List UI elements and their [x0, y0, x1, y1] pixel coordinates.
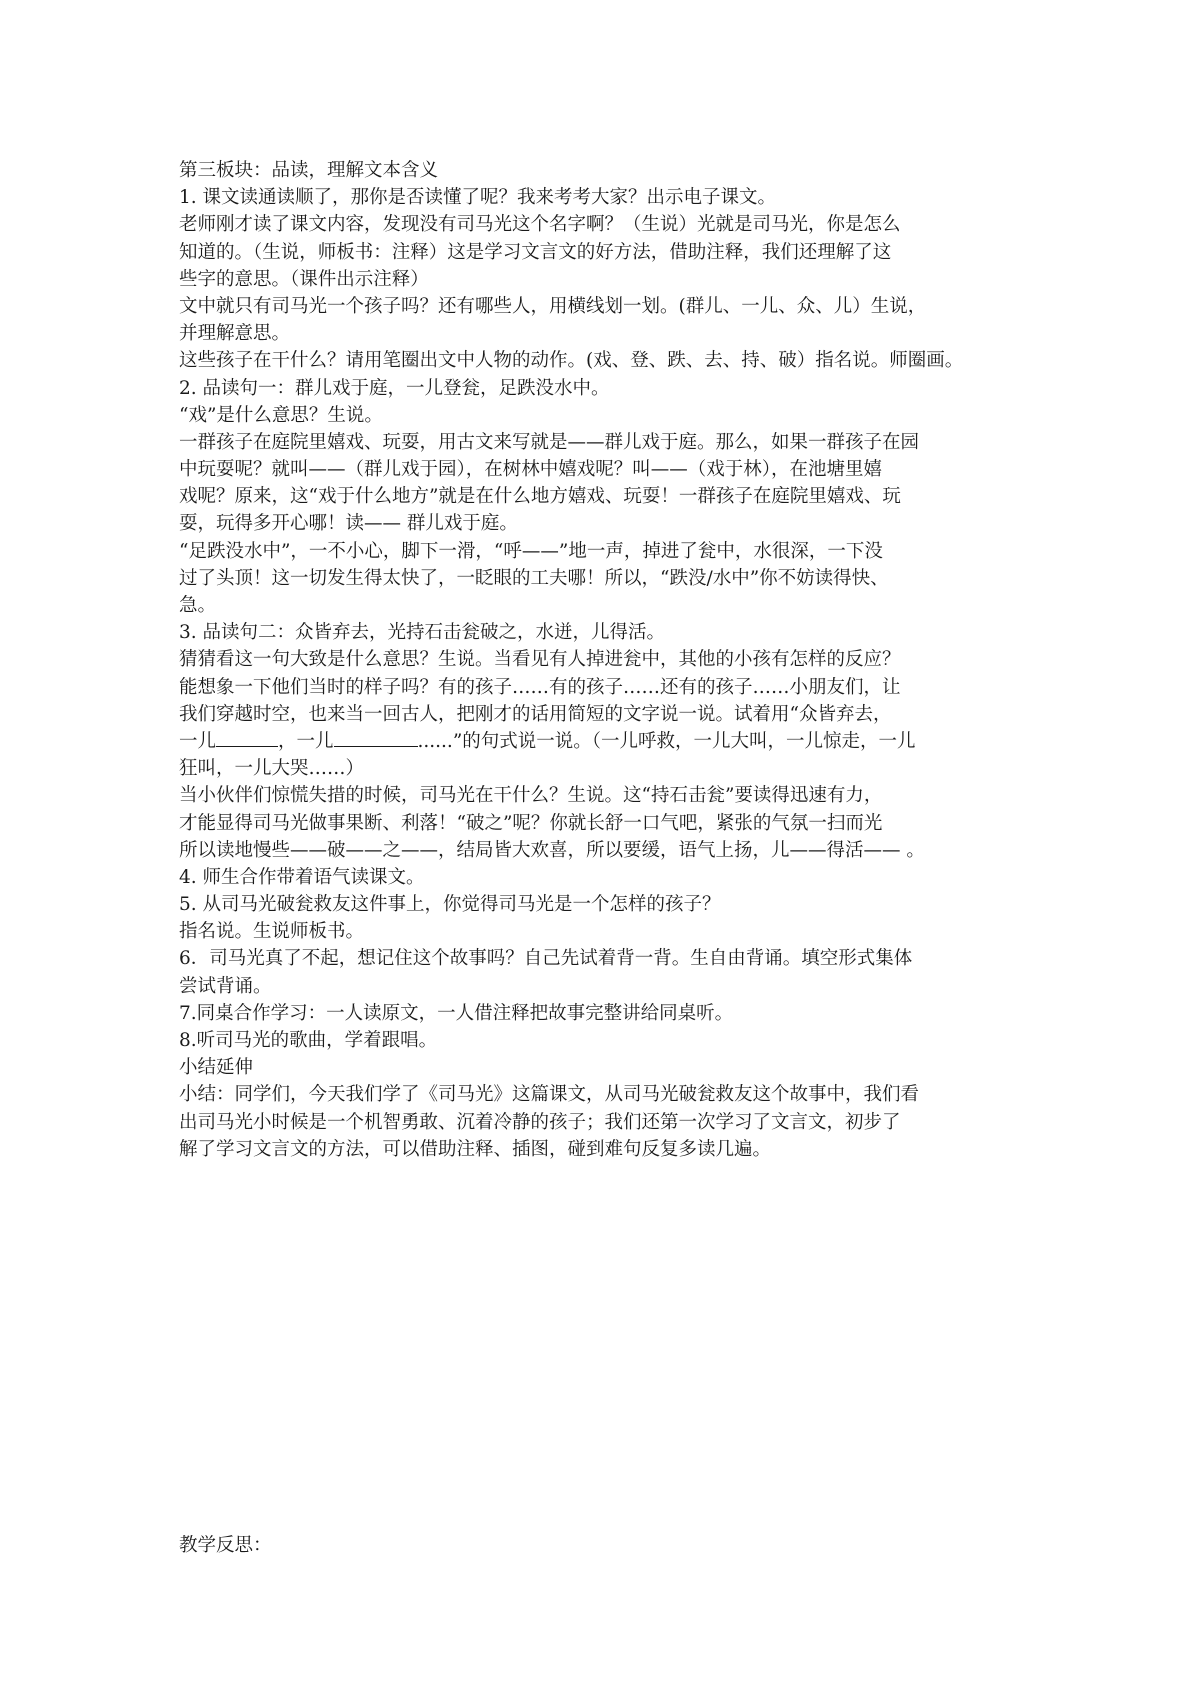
- paragraph-line: 知道的。（生说，师板书：注释）这是学习文言文的好方法，借助注释，我们还理解了这: [179, 241, 892, 263]
- paragraph-line: 中玩耍呢？就叫——（群儿戏于园），在树林中嬉戏呢？叫——（戏于林），在池塘里嬉: [179, 459, 883, 481]
- fill-text-part2: ，一儿: [278, 730, 334, 752]
- teaching-reflection-label: 教学反思：: [179, 1535, 272, 1556]
- summary-line: 出司马光小时候是一个机智勇敢、沉着冷静的孩子；我们还第一次学习了文言文，初步了: [179, 1111, 901, 1133]
- paragraph-line: 这些孩子在干什么？请用笔圈出文中人物的动作。(戏、登、跌、去、持、破）指名说。师圈画。: [179, 350, 964, 372]
- summary-line: 小结：同学们，今天我们学了《司马光》这篇课文，从司马光破瓮救友这个故事中，我们看: [179, 1084, 920, 1106]
- subsection-heading: 小结延伸: [179, 1057, 254, 1079]
- paragraph-line: 些字的意思。（课件出示注释）: [179, 268, 429, 290]
- paragraph-line: 2. 品读句一：群儿戏于庭，一儿登瓮，足跌没水中。: [179, 377, 610, 399]
- section-heading: 第三板块：品读，理解文本含义: [179, 160, 439, 181]
- paragraph-line: 能想象一下他们当时的样子吗？有的孩子……有的孩子……还有的孩子……小朋友们，让: [179, 676, 901, 698]
- paragraph-line: 3. 品读句二：众皆弃去，光持石击瓮破之，水迸，儿得活。: [179, 622, 666, 644]
- summary-line: 解了学习文言文的方法，可以借助注释、插图，碰到难句反复多读几遍。: [179, 1138, 772, 1160]
- paragraph-line: 所以读地慢些——破——之——，结局皆大欢喜，所以要缓，语气上扬，儿——得活—— 。: [179, 839, 925, 861]
- paragraph-line: 才能显得司马光做事果断、利落！“破之”呢？你就长舒一口气吧，紧张的气氛一扫而光: [179, 812, 883, 834]
- paragraph-line: 狂叫，一儿大哭……）: [179, 758, 365, 780]
- paragraph-line: 过了头顶！这一切发生得太快了，一眨眼的工夫哪！所以，“跌没/水中”你不妨读得快、: [179, 567, 889, 589]
- paragraph-line: 指名说。生说师板书。: [179, 921, 365, 943]
- paragraph-line: 文中就只有司马光一个孩子吗？还有哪些人，用横线划一划。(群儿、一儿、众、儿）生说，: [179, 295, 927, 317]
- paragraph-line: 6．司马光真了不起，想记住这个故事吗？自己先试着背一背。生自由背诵。填空形式集体: [179, 948, 913, 970]
- paragraph-line: 急。: [179, 595, 217, 616]
- fill-in-sentence-line: [179, 728, 1029, 755]
- paragraph-line: 耍，玩得多开心哪！读—— 群儿戏于庭。: [179, 513, 518, 535]
- document-body: [179, 157, 1029, 1163]
- paragraph-line: 4. 师生合作带着语气读课文。: [179, 866, 425, 888]
- paragraph-line: 7.同桌合作学习：一人读原文，一人借注释把故事完整讲给同桌听。: [179, 1002, 734, 1024]
- paragraph-line: 戏呢？原来，这“戏于什么地方”就是在什么地方嬉戏、玩耍！一群孩子在庭院里嬉戏、玩: [179, 486, 901, 508]
- paragraph-line: “戏”是什么意思？生说。: [179, 404, 383, 426]
- paragraph-line: 1. 课文读通读顺了，那你是否读懂了呢？我来考考大家？出示电子课文。: [179, 187, 777, 209]
- paragraph-line: 5. 从司马光破瓮救友这件事上，你觉得司马光是一个怎样的孩子？: [179, 894, 721, 916]
- fill-blank-1: [216, 728, 278, 747]
- paragraph-line: “足跌没水中”，一不小心，脚下一滑，“呼——”地一声，掉进了瓮中，水很深，一下没: [179, 540, 883, 562]
- paragraph-line: 当小伙伴们惊慌失措的时候，司马光在干什么？生说。这“持石击瓮”要读得迅速有力，: [179, 785, 883, 807]
- paragraph-line: 尝试背诵。: [179, 975, 272, 997]
- fill-blank-2: [334, 728, 418, 747]
- paragraph-line: 我们穿越时空，也来当一回古人，把刚才的话用简短的文字说一说。试着用“众皆弃去，: [179, 703, 892, 725]
- paragraph-line: 老师刚才读了课文内容，发现没有司马光这个名字啊？（生说）光就是司马光，你是怎么: [179, 214, 901, 236]
- paragraph-line: 8.听司马光的歌曲，学着跟唱。: [179, 1030, 438, 1051]
- fill-text-part1: 一儿: [179, 730, 217, 752]
- paragraph-line: 并理解意思。: [179, 323, 291, 345]
- paragraph-line: 猜猜看这一句大致是什么意思？生说。当看见有人掉进瓮中，其他的小孩有怎样的反应？: [179, 649, 901, 671]
- fill-text-part3: ......”的句式说一说。（一儿呼救，一儿大叫，一儿惊走，一儿: [417, 730, 916, 752]
- paragraph-line: 一群孩子在庭院里嬉戏、玩耍，用古文来写就是——群儿戏于庭。那么，如果一群孩子在园: [179, 431, 920, 453]
